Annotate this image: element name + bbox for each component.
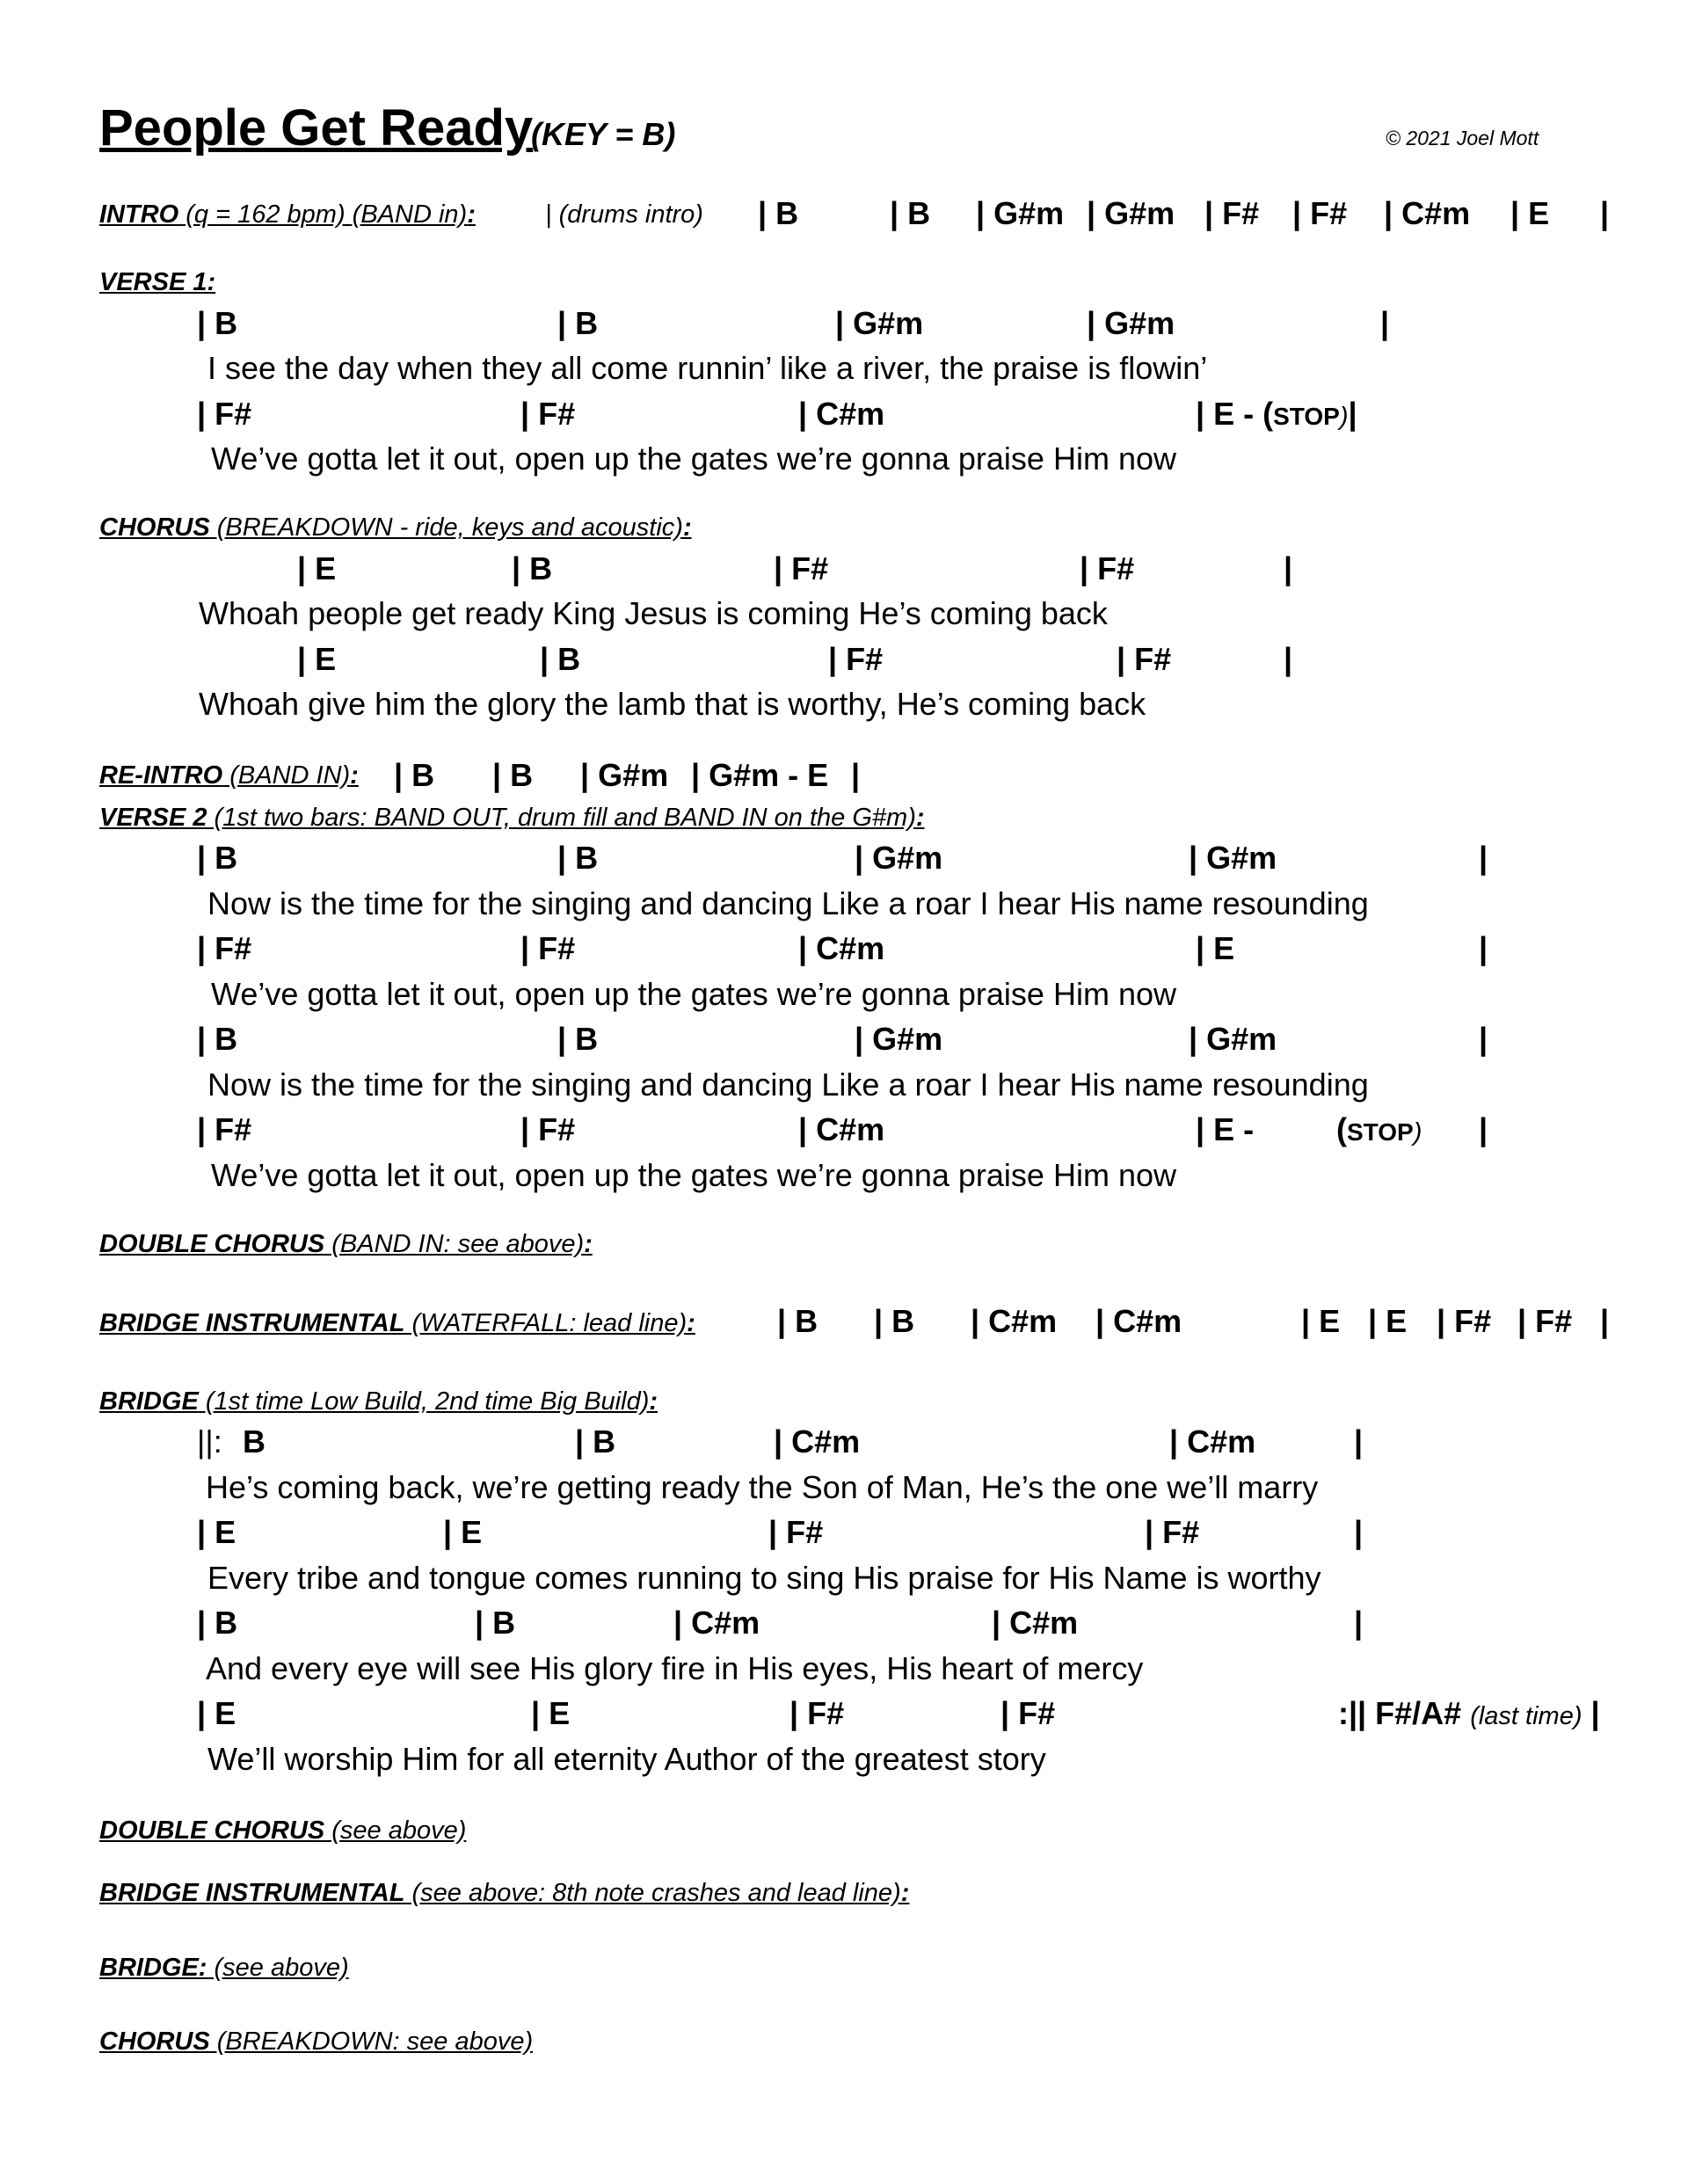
chord: | F# [828, 641, 884, 677]
chord: | B [512, 550, 553, 586]
chord: | E [1368, 1303, 1408, 1339]
chord: | B [197, 1021, 238, 1057]
section-note: (see above) [324, 1816, 467, 1845]
chord: | E - [1196, 1111, 1255, 1147]
section-colon: : [467, 200, 476, 229]
chord: | F# [520, 930, 576, 966]
section-double-chorus-2-heading [99, 1816, 466, 1845]
copyright: © 2021 Joel Mott [1386, 127, 1539, 149]
section-bridge-heading [99, 1387, 658, 1416]
section-label: CHORUS [99, 2027, 210, 2056]
chord: | [1600, 195, 1610, 231]
chord: | F# [774, 550, 829, 586]
chord: | F# [520, 396, 576, 432]
verse2-lyric-1: Now is the time for the singing and dancing Like a roar I hear His name resounding [207, 885, 1369, 921]
section-colon: : [350, 761, 359, 790]
chord: | B [197, 1605, 238, 1641]
chord: | F# [1292, 195, 1348, 231]
chord: | C#m [673, 1605, 760, 1641]
chord: | C#m [992, 1605, 1079, 1641]
song-title: People Get Ready [99, 99, 534, 157]
paren: ( [1336, 1111, 1347, 1147]
section-note: (BREAKDOWN - ride, keys and acoustic) [209, 513, 683, 542]
chord: | G#m [580, 757, 669, 793]
chord: | B [557, 1021, 599, 1057]
chord: | F# [768, 1514, 824, 1550]
section-note: (BAND IN) [222, 761, 351, 790]
section-note: (see above) [207, 1954, 349, 1982]
chord: | E [1510, 195, 1550, 231]
section-label: BRIDGE INSTRUMENTAL [99, 1309, 405, 1337]
section-colon: : [687, 1309, 695, 1337]
section-note: (1st time Low Build, 2nd time Big Build) [198, 1387, 650, 1416]
chord: | E [297, 550, 337, 586]
chord: | B [777, 1303, 819, 1339]
chord: | C#m [1095, 1303, 1182, 1339]
section-verse1-heading [99, 268, 215, 297]
section-intro-heading [99, 200, 476, 229]
section-colon: : [915, 804, 925, 832]
chord [1196, 396, 1357, 433]
chord: | F# [1437, 1303, 1492, 1339]
chord: | [1479, 1021, 1488, 1057]
section-bridge-instrumental-2-heading [99, 1879, 909, 1908]
chord: B [243, 1423, 266, 1460]
chord: | [1354, 1514, 1364, 1550]
section-reintro-heading [99, 761, 359, 790]
chord: | E [443, 1514, 483, 1550]
chord: | [1284, 550, 1293, 586]
chord: | B [197, 840, 238, 876]
section-chorus-2-heading [99, 2027, 533, 2057]
chord: | B [492, 757, 534, 793]
chord: | [851, 757, 861, 793]
chord: | [1479, 840, 1488, 876]
chord: | [1479, 1111, 1488, 1147]
section-note: (q = 162 bpm) (BAND in) [178, 200, 468, 229]
chord: | B [394, 757, 435, 793]
chord: | B [475, 1605, 516, 1641]
section-label: DOUBLE CHORUS [99, 1816, 325, 1845]
chord-text: | E - ( [1196, 396, 1274, 432]
chord: | C#m [798, 396, 885, 432]
chord: | B [890, 195, 931, 231]
chord: | E [1301, 1303, 1341, 1339]
verse1-lyric-1: I see the day when they all come runnin’ like a river, the praise is flowin’ [207, 350, 1208, 386]
chorus-lyric-2: Whoah give him the glory the lamb that is worthy, He’s coming back [199, 686, 1146, 722]
chord: | F# [789, 1695, 845, 1731]
bridge-lyric-4: We’ll worship Him for all eternity Author of the greatest story [207, 1741, 1046, 1777]
chord: | G#m [1087, 305, 1175, 341]
chord: | B [557, 840, 599, 876]
verse2-lyric-4: We’ve gotta let it out, open up the gates we’re gonna praise Him now [211, 1157, 1176, 1193]
section-label: VERSE 1: [99, 268, 216, 296]
chord: | E [1196, 930, 1235, 966]
chord: | [1380, 305, 1390, 341]
section-label: CHORUS [99, 513, 210, 542]
section-bridge-2-heading [99, 1954, 349, 1983]
chord: | E [197, 1514, 236, 1550]
chord [1336, 1111, 1422, 1148]
chord: | [1600, 1303, 1610, 1339]
chord: | F# [1517, 1303, 1573, 1339]
section-note: (BREAKDOWN: see above) [209, 2027, 534, 2056]
chord: | E [297, 641, 337, 677]
chord: | C#m [1384, 195, 1471, 231]
section-note: (WATERFALL: lead line) [404, 1309, 688, 1337]
bridge-lyric-3: And every eye will see His glory fire in His eyes, His heart of mercy [206, 1650, 1144, 1686]
chord: | G#m [855, 840, 943, 876]
repeat-end-chord: :|| F#/A# [1338, 1695, 1462, 1731]
chord: | [1479, 930, 1488, 966]
drums-intro-note: | (drums intro) [545, 200, 703, 229]
bar-line: | [1348, 396, 1357, 432]
section-bridge-instrumental-heading [99, 1309, 695, 1338]
section-label: RE-INTRO [99, 761, 223, 790]
section-label: BRIDGE INSTRUMENTAL [99, 1879, 405, 1907]
stop-text: STOP [1347, 1118, 1414, 1146]
chord: | C#m [798, 1111, 885, 1147]
section-note: (BAND IN: see above) [324, 1230, 585, 1258]
verse2-lyric-3: Now is the time for the singing and dancing Like a roar I hear His name resounding [207, 1067, 1369, 1103]
chord: | F# [197, 396, 252, 432]
chord: | F# [1145, 1514, 1200, 1550]
chord: | G#m [1189, 840, 1277, 876]
chord: | E [197, 1695, 236, 1731]
chord: | G#m [1189, 1021, 1277, 1057]
chord: | F# [1117, 641, 1172, 677]
section-colon: : [584, 1230, 593, 1258]
chord: | B [197, 305, 238, 341]
chord: | G#m [1087, 195, 1175, 231]
chord: | F# [520, 1111, 576, 1147]
chord: | C#m [971, 1303, 1058, 1339]
chord: | B [874, 1303, 915, 1339]
chord: | F# [197, 1111, 252, 1147]
section-label: BRIDGE [99, 1387, 199, 1416]
chord: | G#m [855, 1021, 943, 1057]
chord: | E [531, 1695, 571, 1731]
bar-line: | [1590, 1695, 1600, 1731]
repeat-start: ||: [197, 1423, 222, 1460]
section-chorus-heading [99, 513, 692, 542]
verse1-lyric-2: We’ve gotta let it out, open up the gates we’re gonna praise Him now [211, 440, 1176, 477]
chord: | G#m [835, 305, 924, 341]
chorus-lyric-1: Whoah people get ready King Jesus is coming He’s coming back [199, 595, 1108, 631]
chord: | F# [1080, 550, 1135, 586]
chord: | B [575, 1423, 616, 1460]
section-label: VERSE 2 [99, 804, 207, 832]
chord: | C#m [774, 1423, 861, 1460]
paren: ) [1339, 403, 1349, 431]
section-note: (1st two bars: BAND OUT, drum fill and BAND IN on the G#m) [207, 804, 916, 832]
paren: ) [1413, 1118, 1422, 1147]
song-key: (KEY = B) [531, 116, 676, 152]
chord: | C#m [1169, 1423, 1256, 1460]
bridge-lyric-2: Every tribe and tongue comes running to sing His praise for His Name is worthy [207, 1560, 1321, 1596]
chord: | B [758, 195, 799, 231]
section-colon: : [900, 1879, 910, 1907]
bridge-lyric-1: He’s coming back, we’re getting ready the Son of Man, He’s the one we’ll marry [206, 1469, 1319, 1505]
section-label: INTRO [99, 200, 179, 229]
last-time-note: (last time) [1470, 1702, 1582, 1730]
section-double-chorus-heading [99, 1230, 593, 1259]
chord [1338, 1695, 1600, 1732]
chord: | [1284, 641, 1293, 677]
verse2-lyric-2: We’ve gotta let it out, open up the gates we’re gonna praise Him now [211, 976, 1176, 1012]
section-label: DOUBLE CHORUS [99, 1230, 325, 1258]
chord: | B [557, 305, 599, 341]
chord: | F# [197, 930, 252, 966]
section-colon: : [649, 1387, 658, 1416]
section-note: (see above: 8th note crashes and lead line) [404, 1879, 901, 1907]
chord: | B [540, 641, 581, 677]
chord: | F# [1204, 195, 1260, 231]
chord: | [1354, 1423, 1364, 1460]
chord: | G#m [976, 195, 1065, 231]
section-colon: : [682, 513, 692, 542]
chord: | G#m - E [691, 757, 829, 793]
chord: | C#m [798, 930, 885, 966]
section-verse2-heading [99, 804, 925, 833]
stop-text: STOP [1273, 403, 1340, 430]
chord: | F# [1000, 1695, 1056, 1731]
chord: | [1354, 1605, 1364, 1641]
section-label: BRIDGE: [99, 1954, 207, 1982]
